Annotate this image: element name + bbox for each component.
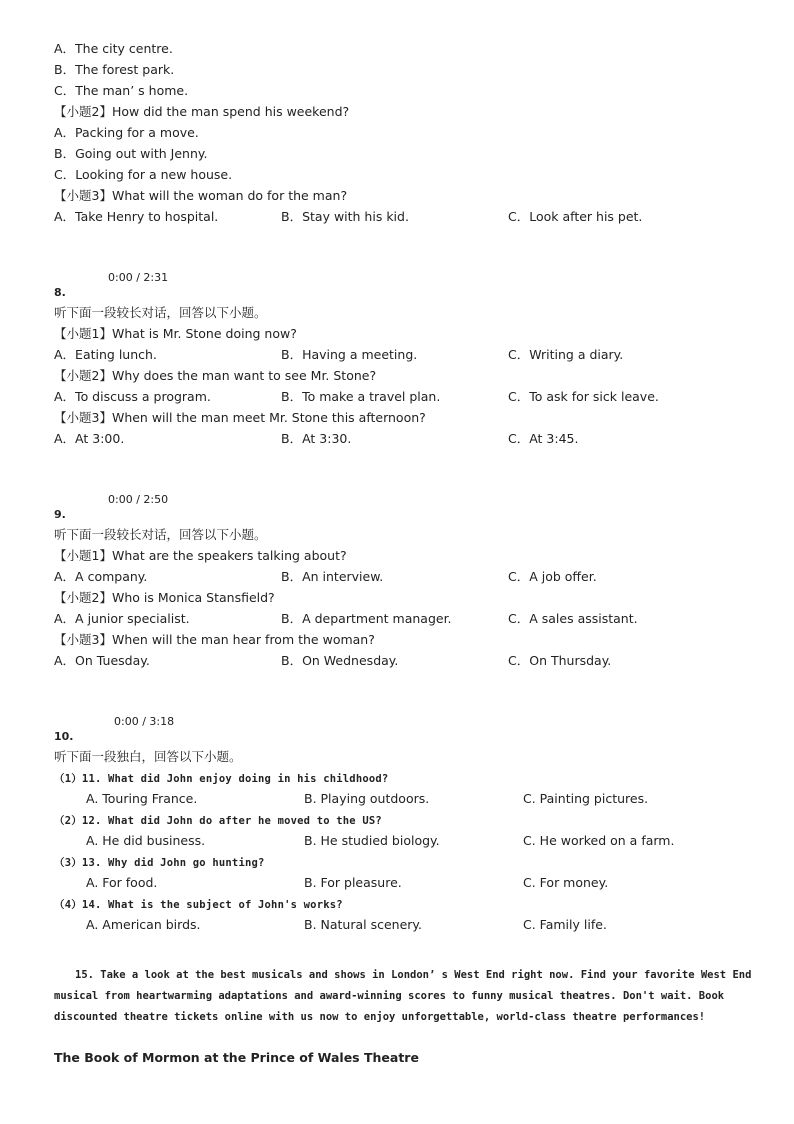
- q9-q1-option-b: B．An interview.: [281, 569, 384, 584]
- q10-item-3-option-b: B. For pleasure.: [304, 875, 402, 890]
- q9-q2-option-c: C．A sales assistant.: [508, 611, 638, 626]
- q10-item-4-option-b: B. Natural scenery.: [304, 917, 423, 932]
- q10-instruction: 听下面一段独白，回答以下小题。: [54, 749, 242, 764]
- q10-audio-time[interactable]: 0:00 / 3:18: [114, 715, 175, 728]
- q8-q1-option-a: A．Eating lunch.: [54, 347, 157, 362]
- q8-q3-option-a: A．At 3:00.: [54, 431, 125, 446]
- q9-question-1: 【小题1】What are the speakers talking about?: [54, 548, 347, 563]
- q9-q3-option-b: B．On Wednesday.: [281, 653, 399, 668]
- q7-q2-option-b: B．Going out with Jenny.: [54, 146, 208, 161]
- q8-question-2: 【小题2】Why does the man want to see Mr. Stone?: [54, 368, 377, 383]
- q7-q2-option-a: A．Packing for a move.: [54, 125, 199, 140]
- q8-q1-option-c: C．Writing a diary.: [508, 347, 624, 362]
- q15-section-heading: The Book of Mormon at the Prince of Wales Theatre: [54, 1050, 419, 1065]
- q10-item-2-option-b: B. He studied biology.: [304, 833, 440, 848]
- q7-q2-option-c: C．Looking for a new house.: [54, 167, 233, 182]
- q8-question-3: 【小题3】When will the man meet Mr. Stone this afternoon?: [54, 410, 426, 425]
- q8-q2-option-a: A．To discuss a program.: [54, 389, 211, 404]
- q10-item-2-option-a: A. He did business.: [86, 833, 206, 848]
- q10-item-4-question: （4）14. What is the subject of John's works?: [54, 899, 343, 911]
- q9-q1-option-a: A．A company.: [54, 569, 148, 584]
- q7-question-3: 【小题3】What will the woman do for the man?: [54, 188, 348, 203]
- q7-q1-option-c: C．The man’ s home.: [54, 83, 189, 98]
- q10-item-2-question: （2）12. What did John do after he moved to the US?: [54, 815, 382, 827]
- q10-item-1-option-c: C. Painting pictures.: [523, 791, 649, 806]
- q9-q2-option-b: B．A department manager.: [281, 611, 452, 626]
- q10-item-3-option-a: A. For food.: [86, 875, 158, 890]
- q10-item-1-option-a: A. Touring France.: [86, 791, 198, 806]
- q8-instruction: 听下面一段较长对话，回答以下小题。: [54, 305, 267, 320]
- q8-q2-option-c: C．To ask for sick leave.: [508, 389, 659, 404]
- q8-number: 8.: [54, 286, 66, 299]
- q7-q3-option-b: B．Stay with his kid.: [281, 209, 409, 224]
- q10-number: 10.: [54, 730, 74, 743]
- q15-passage-line-2: musical from heartwarming adaptations and award-winning scores to funny musical theatres. Don't wait. Book: [54, 990, 725, 1002]
- q10-item-1-option-b: B. Playing outdoors.: [304, 791, 430, 806]
- q7-q1-option-a: A．The city centre.: [54, 41, 173, 56]
- q10-item-3-question: （3）13. Why did John go hunting?: [54, 857, 265, 869]
- q9-question-3: 【小题3】When will the man hear from the woman?: [54, 632, 375, 647]
- q7-q3-option-c: C．Look after his pet.: [508, 209, 643, 224]
- q8-q1-option-b: B．Having a meeting.: [281, 347, 418, 362]
- q7-question-2: 【小题2】How did the man spend his weekend?: [54, 104, 350, 119]
- q15-passage-line-3: discounted theatre tickets online with us now to enjoy unforgettable, world-class theatre performances!: [54, 1011, 706, 1023]
- q10-item-4-option-a: A. American birds.: [86, 917, 201, 932]
- q15-passage-line-1: 15. Take a look at the best musicals and shows in London’ s West End right now. Find your favorite West End: [75, 969, 752, 981]
- q8-q3-option-b: B．At 3:30.: [281, 431, 352, 446]
- q7-q1-option-b: B．The forest park.: [54, 62, 175, 77]
- q8-q3-option-c: C．At 3:45.: [508, 431, 579, 446]
- q8-question-1: 【小题1】What is Mr. Stone doing now?: [54, 326, 297, 341]
- q10-item-4-option-c: C. Family life.: [523, 917, 607, 932]
- q9-q3-option-a: A．On Tuesday.: [54, 653, 150, 668]
- q8-q2-option-b: B．To make a travel plan.: [281, 389, 441, 404]
- q7-q3-option-a: A．Take Henry to hospital.: [54, 209, 219, 224]
- q8-audio-time[interactable]: 0:00 / 2:31: [108, 271, 169, 284]
- q9-number: 9.: [54, 508, 66, 521]
- q9-question-2: 【小题2】Who is Monica Stansfield?: [54, 590, 275, 605]
- q9-q2-option-a: A．A junior specialist.: [54, 611, 190, 626]
- q9-audio-time[interactable]: 0:00 / 2:50: [108, 493, 169, 506]
- q10-item-1-question: （1）11. What did John enjoy doing in his childhood?: [54, 773, 389, 785]
- q10-item-3-option-c: C. For money.: [523, 875, 609, 890]
- q9-q3-option-c: C．On Thursday.: [508, 653, 612, 668]
- q9-q1-option-c: C．A job offer.: [508, 569, 597, 584]
- q9-instruction: 听下面一段较长对话，回答以下小题。: [54, 527, 267, 542]
- q10-item-2-option-c: C. He worked on a farm.: [523, 833, 675, 848]
